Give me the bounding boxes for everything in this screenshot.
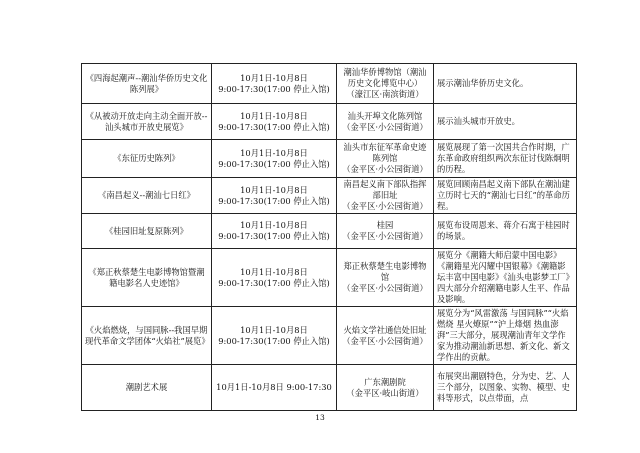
exhibition-name: 《东征历史陈列》	[82, 140, 212, 178]
exhibition-name: 《桂园旧址复原陈列》	[82, 214, 212, 249]
exhibition-name: 《南昌起义--潮汕七日红》	[82, 178, 212, 214]
exhibition-time: 10月1日-10月8日 9:00-17:30(17:00 停止入馆)	[212, 104, 337, 140]
exhibition-time: 10月1日-10月8日 9:00-17:30(17:00 停止入馆)	[212, 64, 337, 104]
exhibition-time: 10月1日-10月8日 9:00-17:30(17:00 停止入馆)	[212, 178, 337, 214]
exhibition-name: 《从被动开放走向主动全面开放--汕头城市开放史展览》	[82, 104, 212, 140]
exhibition-time: 10月1日-10月8日 9:00-17:30(17:00 停止入馆)	[212, 214, 337, 249]
exhibition-name: 《郑正秋蔡楚生电影博物馆暨潮籍电影名人史迹馆》	[82, 249, 212, 307]
exhibition-venue: 郑正秋蔡楚生电影博物馆 （金平区·小公园街道）	[337, 249, 434, 307]
exhibition-description: 展览分为“风雷激荡 与国同脉”“火焰燃烧 星火燎原”“沪上烽烟 热血澎湃”三大部分，展现潮汕青年文学作家为推动潮汕新思想、新文化、新文学作出的贡献。	[434, 307, 577, 365]
exhibition-venue: 火焰文学社通信处旧址 （金平区·小公园街道）	[337, 307, 434, 365]
exhibition-description: 展览回顾南昌起义南下部队在潮汕建立历时七天的“潮汕七日红”的革命历程。	[434, 178, 577, 214]
exhibition-time: 10月1日-10月8日 9:00-17:30(17:00 停止入馆)	[212, 249, 337, 307]
exhibition-venue: 潮汕华侨博物馆（潮汕历史文化博览中心） （濠江区·南滨街道）	[337, 64, 434, 104]
exhibition-venue: 南昌起义南下部队指挥部旧址 （金平区·小公园街道）	[337, 178, 434, 214]
table-row	[82, 178, 577, 214]
exhibition-venue: 桂园 （金平区·小公园街道）	[337, 214, 434, 249]
table-row	[82, 249, 577, 307]
exhibition-venue: 广东潮剧院 （金平区·岐山街道）	[337, 365, 434, 411]
exhibition-time: 10月1日-10月8日 9:00-17:30(17:00 停止入馆)	[212, 307, 337, 365]
exhibition-name: 潮剧艺术展	[82, 365, 212, 411]
table-row	[82, 104, 577, 140]
table-row	[82, 214, 577, 249]
exhibition-venue: 汕头市东征军革命史迹陈列馆 （金平区·小公园街道）	[337, 140, 434, 178]
table-row	[82, 307, 577, 365]
exhibition-description: 布展突出潮剧特色，分为史、艺、人三个部分，以图象、实物、模型、史料等形式，以点带面，点	[434, 365, 577, 411]
exhibition-description: 展示潮汕华侨历史文化。	[434, 64, 577, 104]
table-row	[82, 64, 577, 104]
exhibition-description: 展览展现了第一次国共合作时期，广东革命政府组织两次东征讨伐陈炯明的历程。	[434, 140, 577, 178]
table-row	[82, 140, 577, 178]
exhibition-description: 展示汕头城市开放史。	[434, 104, 577, 140]
events-table	[81, 63, 577, 411]
exhibition-name: 《四海起潮声--潮汕华侨历史文化陈列展》	[82, 64, 212, 104]
table-row	[82, 365, 577, 411]
exhibition-name: 《火焰燃烧，与国同脉--我国早期现代革命文学团体“火焰社”展览》	[82, 307, 212, 365]
exhibition-venue: 汕头开埠文化陈列馆 （金平区·小公园街道）	[337, 104, 434, 140]
exhibition-description: 展览分《潮籍大师启蒙中国电影》《潮籍星光闪耀中国银幕》《潮籍影坛丰富中国电影》《汕头电影梦工厂》四大部分介绍潮籍电影人生平、作品及影响。	[434, 249, 577, 307]
exhibition-time: 10月1日-10月8日 9:00-17:30(17:00 停止入馆)	[212, 140, 337, 178]
events-table-container	[81, 63, 576, 411]
exhibition-description: 展览布设周恩来、蒋介石寓于桂园时的场景。	[434, 214, 577, 249]
page-number: 13	[315, 413, 325, 422]
exhibition-time: 10月1日-10月8日 9:00-17:30	[212, 365, 337, 411]
